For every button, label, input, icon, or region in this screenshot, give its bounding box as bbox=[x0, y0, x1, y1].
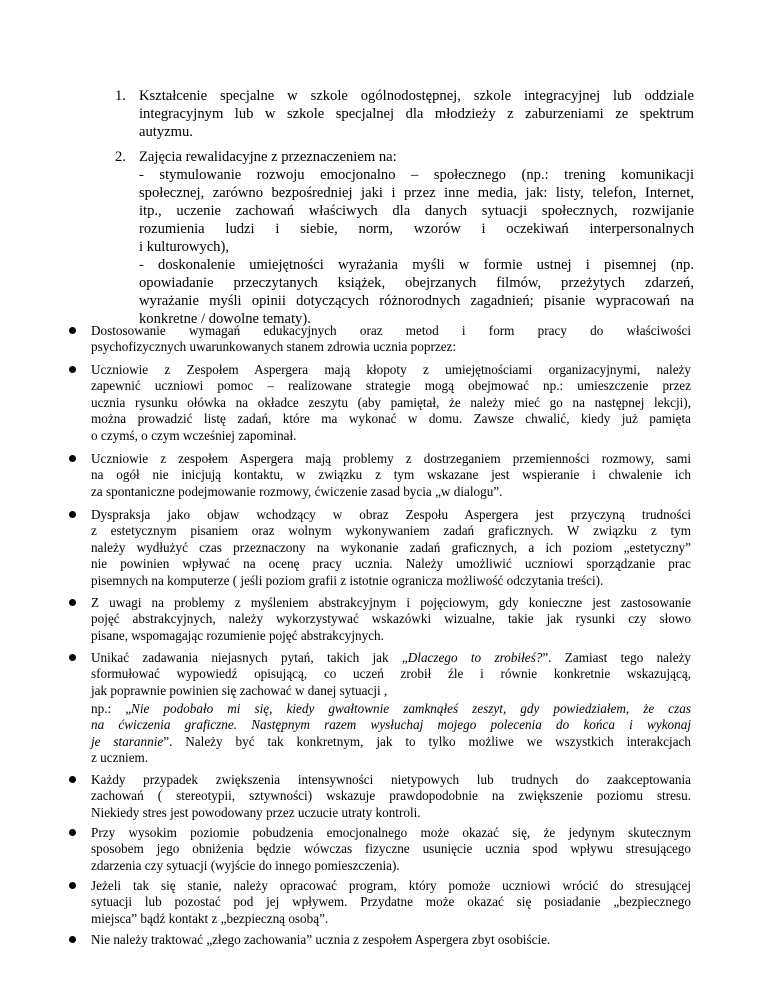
text-line: - doskonalenie umiejętności wyrażania myśli w formie ustnej i pisemnej (np. bbox=[139, 257, 694, 273]
text-line: nie powinien wpływać na ocenę pracy ucznia. Należy umożliwić uczniowi sporządzanie prac bbox=[91, 556, 691, 572]
bullet-item bbox=[91, 507, 691, 589]
bullet-icon bbox=[69, 776, 76, 783]
bullet-item bbox=[91, 362, 691, 444]
text-line: i kulturowych), bbox=[139, 239, 229, 255]
text-line: miejsca” bądź kontakt z „bezpieczną osobą”. bbox=[91, 910, 329, 926]
text-line: należy wydłużyć czas przeznaczony na wykonanie zadań graficznych, a ich poziom „estetyczny” bbox=[91, 539, 691, 555]
text-line: Kształcenie specjalne w szkole ogólnodostępnej, szkole integracyjnej lub oddziale bbox=[139, 88, 694, 104]
bullet-icon bbox=[69, 599, 76, 606]
text-line: Unikać zadawania niejasnych pytań, takich jak „Dlaczego to zrobiłeś?”. Zamiast tego należy bbox=[91, 650, 692, 665]
bullet-icon bbox=[69, 936, 76, 943]
example-paragraph bbox=[91, 701, 691, 767]
bullet-icon bbox=[69, 829, 76, 836]
text-line: Dostosowanie wymagań edukacyjnych oraz metod i form pracy do właściwości bbox=[91, 323, 691, 338]
bullet-icon bbox=[69, 366, 76, 373]
text-line: z uczniem. bbox=[91, 750, 149, 766]
bullet-item bbox=[91, 451, 691, 500]
bullet-item bbox=[91, 650, 691, 699]
text-line: zdarzenia czy sytuacji (wyjście do innego pomieszczenia). bbox=[91, 857, 400, 873]
bullet-icon bbox=[69, 882, 76, 889]
bullet-icon bbox=[69, 511, 76, 518]
text-line: zachowań ( stereotypii, sztywności) wskazuje prawdopodobnie na zwiększenie poziomu stresu. bbox=[91, 788, 691, 804]
text-line: zapewnić uczniowi pomoc – realizowane strategie mogą obejmować np.: umieszczenie przez bbox=[91, 378, 691, 394]
text-line: rozumienia ludzi i siebie, norm, wzorów i oczekiwań interpersonalnych bbox=[139, 221, 694, 237]
bullet-item bbox=[91, 825, 691, 874]
text-line: Jeżeli tak się stanie, należy opracować program, który pomoże uczniowi wrócić do stresującej bbox=[91, 878, 691, 893]
text-line: itp., uczenie zachowań właściwych dla danych sytuacji społecznych, rozwijanie bbox=[139, 203, 694, 219]
text-line: za spontaniczne podejmowanie rozmowy, ćwiczenie zasad bycia „w dialogu”. bbox=[91, 483, 503, 499]
text-line: pisane, wspomagając rozumienie pojęć abstrakcyjnych. bbox=[91, 627, 384, 643]
bullet-icon bbox=[69, 455, 76, 462]
bullet-icon bbox=[69, 327, 76, 334]
text-line: Uczniowie z Zespołem Aspergera mają kłopoty z umiejętnościami organizacyjnymi, należy bbox=[91, 362, 691, 377]
text-line: psychofizycznych uwarunkowanych stanem zdrowia ucznia poprzez: bbox=[91, 339, 457, 355]
text-line: Niekiedy stres jest powodowany przez uczucie utraty kontroli. bbox=[91, 804, 421, 820]
text-line: integracyjnym lub w szkole specjalnej dla młodzieży z zaburzeniami ze spektrum bbox=[139, 106, 694, 122]
text-line: sformułować wypowiedź opisującą, co uczeń zrobił źle i równie konkretnie wskazującą, bbox=[91, 666, 691, 682]
text-line: Z uwagi na problemy z myśleniem abstrakcyjnym i pojęciowym, gdy konieczne jest zastosowanie bbox=[91, 595, 691, 610]
text-line: opowiadanie przeczytanych książek, obejrzanych filmów, przeżytych zdarzeń, bbox=[139, 275, 694, 291]
text-line: można prowadzić listę zadań, które ma wykonać w domu. Zawsze chwalić, kiedy już pamięta bbox=[91, 411, 691, 427]
bullet-item bbox=[91, 595, 691, 644]
text-line: pisemnych na komputerze ( jeśli poziom grafii z istotnie ogranicza możliwość odczytania treści). bbox=[91, 572, 604, 588]
text-line: o czymś, o czym wcześniej zapominał. bbox=[91, 427, 297, 443]
text-line: Uczniowie z zespołem Aspergera mają problemy z dostrzeganiem przemienności rozmowy, sami bbox=[91, 451, 691, 466]
bullet-item bbox=[91, 323, 691, 356]
text-line: na ogół nie inicjują kontaktu, w związku z tym wskazane jest wspieranie i chwalenie ich bbox=[91, 467, 691, 483]
text-line: Nie należy traktować „złego zachowania” ucznia z zespołem Aspergera zbyt osobiście. bbox=[91, 932, 551, 947]
item-number: 1. bbox=[115, 88, 126, 104]
bullet-item bbox=[91, 932, 691, 948]
bullet-icon bbox=[69, 654, 76, 661]
text-line: sposobem jego obniżenia będzie wówczas fizyczne usunięcie ucznia spod wpływu stresującego bbox=[91, 841, 691, 857]
text-line: z estetycznym pisaniem oraz wolnym wykonywaniem zadań graficznych. W związku z tym bbox=[91, 523, 691, 539]
bullet-item bbox=[91, 878, 691, 927]
text-line: na ćwiczenia graficzne. Następnym razem wysłuchaj mojego polecenia do końca i wykonaj bbox=[91, 717, 691, 733]
text-line: społecznej, zarówno bezpośredniej jaki i przez inne media, jak: listy, telefon, Internet, bbox=[139, 185, 694, 201]
text-line: sytuacji lub pozostać pod jej wpływem. Przydatne może okazać się posiadanie „bezpiecznego bbox=[91, 894, 691, 910]
text-line: konkretne / dowolne tematy). bbox=[139, 311, 311, 327]
text-line: Przy wysokim poziomie pobudzenia emocjonalnego może okazać się, że jedynym skutecznym bbox=[91, 825, 691, 840]
text-line: Każdy przypadek zwiększenia intensywności nietypowych lub trudnych do zaakceptowania bbox=[91, 772, 691, 787]
text-line: wyrażanie myśli opinii dotyczących różnorodnych zagadnień; pisanie wypracowań na bbox=[139, 293, 694, 309]
text-line: ucznia rysunku ołówka na okładce zeszytu (aby pamiętał, że należy mieć go na następnej lekcji), bbox=[91, 394, 691, 410]
text-line: Zajęcia rewalidacyjne z przeznaczeniem na: bbox=[139, 149, 397, 165]
bullet-item bbox=[91, 772, 691, 821]
text-line: autyzmu. bbox=[139, 124, 193, 140]
text-line: - stymulowanie rozwoju emocjonalno – społecznego (np.: trening komunikacji bbox=[139, 167, 694, 183]
text-line: np.: „Nie podobało mi się, kiedy gwałtownie zamknąłeś zeszyt, gdy powiedziałem, że czas bbox=[91, 701, 691, 716]
text-line: jak poprawnie powinien się zachować w danej sytuacji , bbox=[91, 682, 388, 698]
item-number: 2. bbox=[115, 149, 126, 165]
text-line: Dyspraksja jako objaw wchodzący w obraz Zespołu Aspergera jest przyczyną trudności bbox=[91, 507, 691, 522]
text-line: je starannie”. Należy być tak konkretnym, jak to tylko możliwe we wszystkich interakcjach bbox=[91, 733, 691, 749]
text-line: pojęć abstrakcyjnych, należy wykorzystywać wskazówki wizualne, takie jak rysunki czy słowo bbox=[91, 611, 691, 627]
